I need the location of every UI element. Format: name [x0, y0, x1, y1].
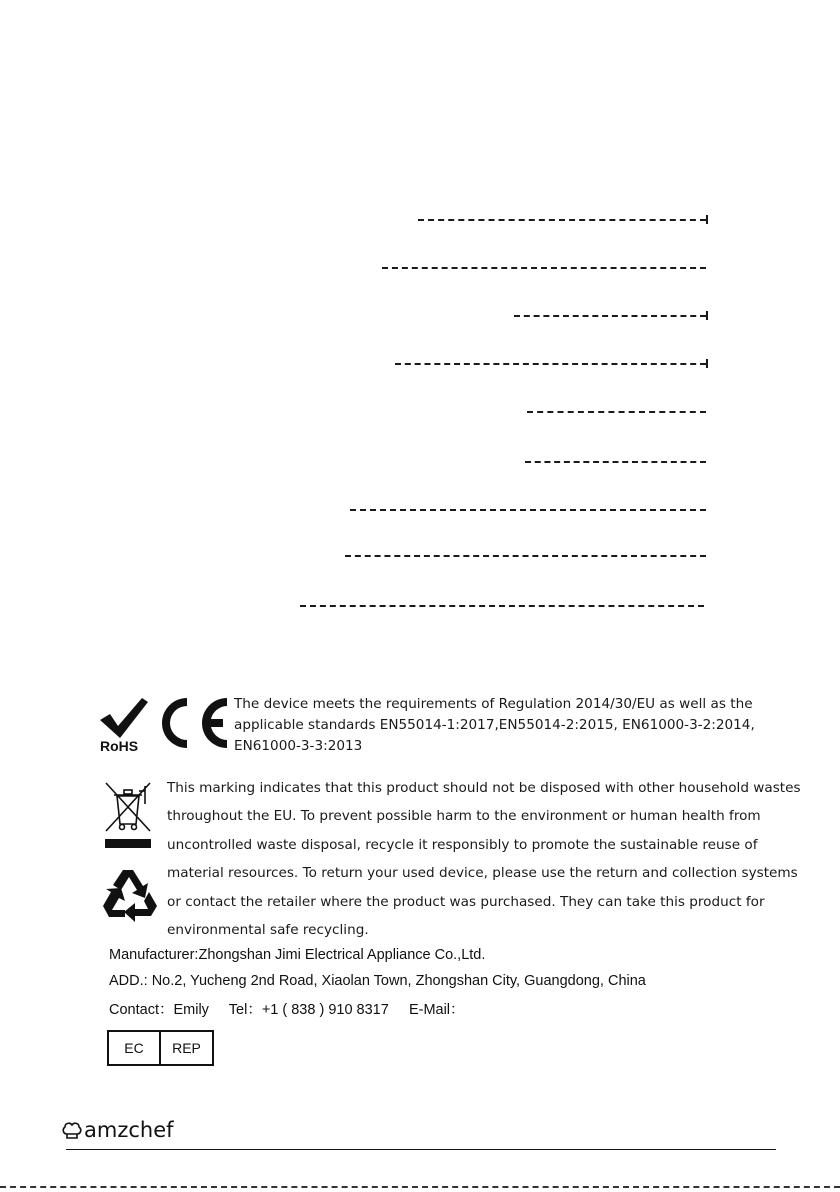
- dashed-line-6: [0, 461, 840, 473]
- page-bottom-edge: [0, 1186, 840, 1188]
- dashed-line-8: [0, 555, 840, 567]
- recycle-icon: [101, 866, 159, 922]
- rohs-icon: [98, 696, 154, 754]
- weee-statement: This marking indicates that this product should not be disposed with other household wastes throughout the EU. To prevent possible harm to the environment or human health from uncontrolled waste disposal, recycle it responsibly to promote the sustainable reuse of material resources. To return your used device, please use the return and collection systems or contact the retailer where the product was purchased. They can take this product for environmental safe recycling.: [167, 780, 801, 939]
- dashed-line-4: [0, 363, 840, 375]
- manufacturer-contact: Contact：Emily Tel：+1 ( 838 ) 910 8317 E-Mail：: [109, 1002, 465, 1018]
- rohs-label: RoHS: [100, 738, 139, 754]
- manufacturer-address: ADD.: No.2, Yucheng 2nd Road, Xiaolan Town, Zhongshan City, Guangdong, China: [109, 973, 646, 989]
- rep-label: REP: [172, 1040, 201, 1056]
- dashed-line-7: [0, 509, 840, 521]
- dashed-line-2: [0, 267, 840, 279]
- brand-name: amzchef: [84, 1118, 174, 1142]
- dashed-line-9: [0, 605, 840, 617]
- dashed-line-3: [0, 315, 840, 327]
- manufacturer-name: Manufacturer:Zhongshan Jimi Electrical Appliance Co.,Ltd.: [109, 947, 486, 963]
- compliance-statement: The device meets the requirements of Regulation 2014/30/EU as well as the applicable standards EN55014-1:2017,EN55014-2:2015, EN61000-3-2:2014, EN61000-3-3:2013: [234, 696, 755, 754]
- ec-rep-box: [107, 1030, 214, 1066]
- chef-hat-icon: [62, 1120, 82, 1140]
- brand-logo: [62, 1118, 174, 1142]
- dashed-line-5: [0, 411, 840, 423]
- ce-mark-icon: [155, 694, 231, 752]
- footer-rule: [66, 1149, 776, 1150]
- dashed-line-1: [0, 219, 840, 231]
- ec-label: EC: [109, 1032, 161, 1064]
- weee-bin-icon: [104, 780, 154, 850]
